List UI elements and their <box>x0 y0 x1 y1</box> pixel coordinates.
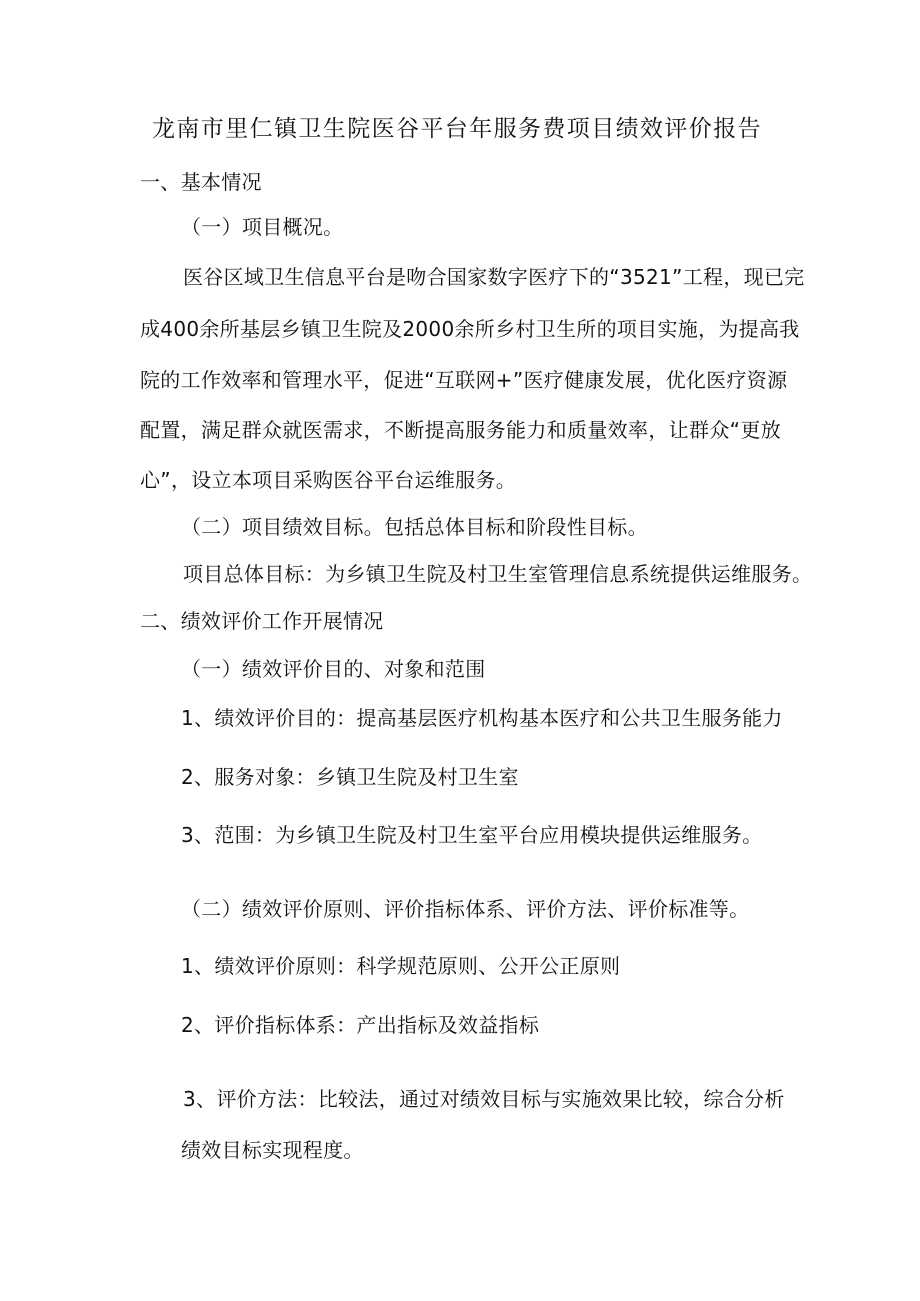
paragraph-line: 院的工作效率和管理水平，促进“互联网+”医疗健康发展，优化医疗资源 <box>140 368 788 392</box>
subsection-heading-performance-goals: （二）项目绩效目标。包括总体目标和阶段性目标。 <box>181 515 648 539</box>
list-item-continuation: 绩效目标实现程度。 <box>181 1138 364 1162</box>
section-heading-evaluation-work: 二、绩效评价工作开展情况 <box>140 609 384 633</box>
paragraph-line: 配置，满足群众就医需求，不断提高服务能力和质量效率，让群众“更放 <box>140 418 781 442</box>
list-item: 1、绩效评价目的：提高基层医疗机构基本医疗和公共卫生服务能力 <box>181 706 783 730</box>
paragraph-line: 心”，设立本项目采购医谷平台运维服务。 <box>140 468 517 492</box>
paragraph-line: 成400余所基层乡镇卫生院及2000余所乡村卫生所的项目实施，为提高我 <box>140 317 800 341</box>
document-title: 龙南市里仁镇卫生院医谷平台年服务费项目绩效评价报告 <box>152 116 762 142</box>
paragraph-line: 医谷区域卫生信息平台是吻合国家数字医疗下的“3521”工程，现已完 <box>183 265 805 289</box>
subsection-heading-principles-methods: （二）绩效评价原则、评价指标体系、评价方法、评价标准等。 <box>181 897 750 921</box>
section-heading-basic-info: 一、基本情况 <box>140 170 262 194</box>
body-line-overall-goal: 项目总体目标：为乡镇卫生院及村卫生室管理信息系统提供运维服务。 <box>183 562 813 586</box>
subsection-heading-purpose-scope: （一）绩效评价目的、对象和范围 <box>181 657 486 681</box>
list-item: 3、范围：为乡镇卫生院及村卫生室平台应用模块提供运维服务。 <box>181 823 763 847</box>
list-item: 1、绩效评价原则：科学规范原则、公开公正原则 <box>181 954 621 978</box>
list-item: 3、评价方法：比较法，通过对绩效目标与实施效果比较，综合分析 <box>183 1087 785 1111</box>
subsection-heading-project-overview: （一）项目概况。 <box>181 215 344 239</box>
list-item: 2、服务对象：乡镇卫生院及村卫生室 <box>181 765 519 789</box>
list-item: 2、评价指标体系：产出指标及效益指标 <box>181 1013 540 1037</box>
